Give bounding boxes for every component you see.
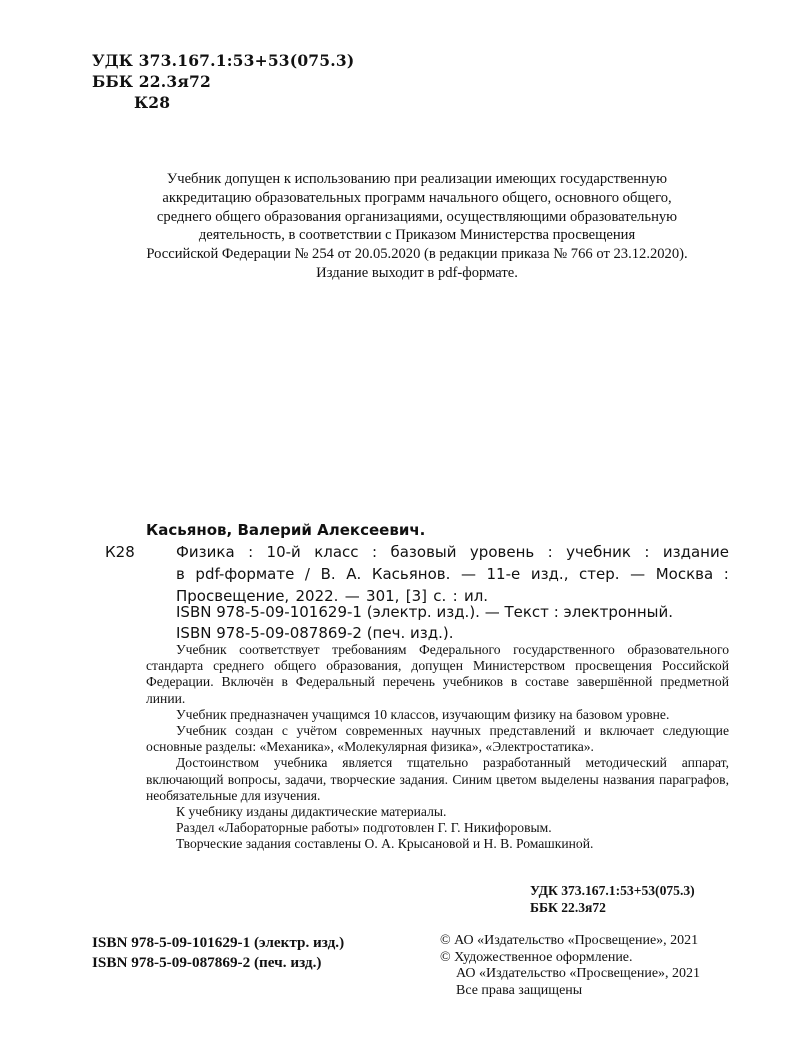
approval-statement <box>100 170 734 264</box>
annotation-paragraph: К учебнику изданы дидактические материалы. <box>176 804 447 820</box>
annotation-paragraph: Учебник создан с учётом современных научных представлений и включает следующие основные разделы: «Механика», «Молекулярная физика», «Электростатика». <box>146 723 729 755</box>
biblio-word: 10-й <box>266 543 301 561</box>
bbk-code-bottom: ББК 22.3я72 <box>530 899 606 915</box>
biblio-word: [3] <box>405 587 427 605</box>
biblio-word: уровень <box>469 543 535 561</box>
author-heading: Касьянов, Валерий Алексеевич. <box>146 521 426 539</box>
biblio-word: ил. <box>463 587 489 605</box>
biblio-word: pdf-формате <box>195 565 295 583</box>
annotation <box>146 642 729 853</box>
annotation-paragraph: Учебник соответствует требованиям Федерального государственного образовательного стандарта среднего общего образования, допущен Министерством просвещения Российской Федерации. Включён в Федеральный перечень учебников в составе завершённой предметной линии. <box>146 642 729 706</box>
biblio-word: — <box>460 565 476 583</box>
biblio-word: : <box>371 543 378 561</box>
classification-bottom <box>530 883 695 916</box>
isbn-print-footer: ISBN 978-5-09-087869-2 (печ. изд.) <box>92 953 322 971</box>
udk-code: УДК 373.167.1:53+53(075.3) <box>92 51 355 70</box>
biblio-word: : <box>547 543 553 561</box>
biblio-word: : <box>723 565 729 583</box>
copyright-line: © АО «Издательство «Просвещение», 2021 <box>440 933 699 948</box>
biblio-word: 2022. <box>295 587 339 605</box>
biblio-word: В. <box>320 565 336 583</box>
biblio-word: изд., <box>530 565 569 583</box>
annotation-paragraph: Достоинством учебника является тщательно разработанный методический аппарат, включающий вопросы, задачи, творческие задания. Синим цветом выделены названия параграфов, необязательные для изучения. <box>146 755 729 803</box>
biblio-word: А. <box>346 565 362 583</box>
biblio-word: / <box>304 565 310 583</box>
approval-line: Учебник допущен к использованию при реализации имеющих государственную <box>166 171 668 187</box>
isbn-print: ISBN 978-5-09-087869-2 (печ. изд.). <box>176 624 454 642</box>
biblio-word: учебник <box>566 543 631 561</box>
approval-line: среднего общего образования организациями, осуществляющими образовательную <box>156 208 678 225</box>
annotation-paragraph: Учебник предназначен учащимся 10 классов, изучающим физику на базовом уровне. <box>176 706 670 722</box>
isbn-record <box>176 602 673 644</box>
biblio-word: Просвещение, <box>176 587 290 605</box>
biblio-word: : <box>452 587 458 605</box>
biblio-word: Физика <box>176 543 235 561</box>
biblio-word: — <box>630 565 646 583</box>
biblio-word: издание <box>662 543 729 561</box>
classification-block <box>92 50 354 113</box>
biblio-word: 301, <box>366 587 400 605</box>
biblio-word: Касьянов. <box>371 565 451 583</box>
biblio-word: 11-е <box>486 565 521 583</box>
approval-line: аккредитацию образовательных программ начального общего, основного общего, <box>162 189 672 206</box>
approval-line: Российской Федерации № 254 от 20.05.2020 (в редакции приказа № 766 от 23.12.2020). <box>146 246 688 263</box>
author-mark: К28 <box>134 93 171 112</box>
approval-line: деятельность, в соответствии с Приказом Министерства просвещения <box>198 227 636 244</box>
annotation-paragraph: Творческие задания составлены О. А. Крысановой и Н. В. Ромашкиной. <box>176 836 594 852</box>
biblio-word: — <box>344 587 360 605</box>
biblio-word: стер. <box>579 565 620 583</box>
biblio-line <box>176 541 729 563</box>
bibliographic-mark: К28 <box>105 543 135 561</box>
udk-code-bottom: УДК 373.167.1:53+53(075.3) <box>530 883 695 898</box>
isbn-electronic-footer: ISBN 978-5-09-101629-1 (электр. изд.) <box>92 934 345 951</box>
biblio-word: Москва <box>655 565 714 583</box>
biblio-word: : <box>644 543 650 561</box>
biblio-line <box>176 563 729 585</box>
bibliographic-description <box>176 541 729 607</box>
copyright-line: © Художественное оформление. <box>440 949 633 965</box>
pdf-format-note: Издание выходит в pdf-формате. <box>316 265 518 281</box>
biblio-word: с. <box>433 587 447 605</box>
biblio-word: класс <box>314 543 359 561</box>
isbn-electronic: ISBN 978-5-09-101629-1 (электр. изд.). — Текст : электронный. <box>176 603 674 621</box>
bbk-code: ББК 22.3я72 <box>92 72 211 91</box>
biblio-word: в <box>176 565 185 583</box>
biblio-word: : <box>248 543 254 561</box>
annotation-paragraph: Раздел «Лабораторные работы» подготовлен Г. Г. Никифоровым. <box>176 820 552 836</box>
biblio-word: базовый <box>390 543 457 561</box>
copyright-line: АО «Издательство «Просвещение», 2021 <box>456 966 701 982</box>
copyright-notice <box>440 933 700 999</box>
isbn-footer <box>92 933 344 972</box>
copyright-line: Все права защищены <box>456 982 583 998</box>
